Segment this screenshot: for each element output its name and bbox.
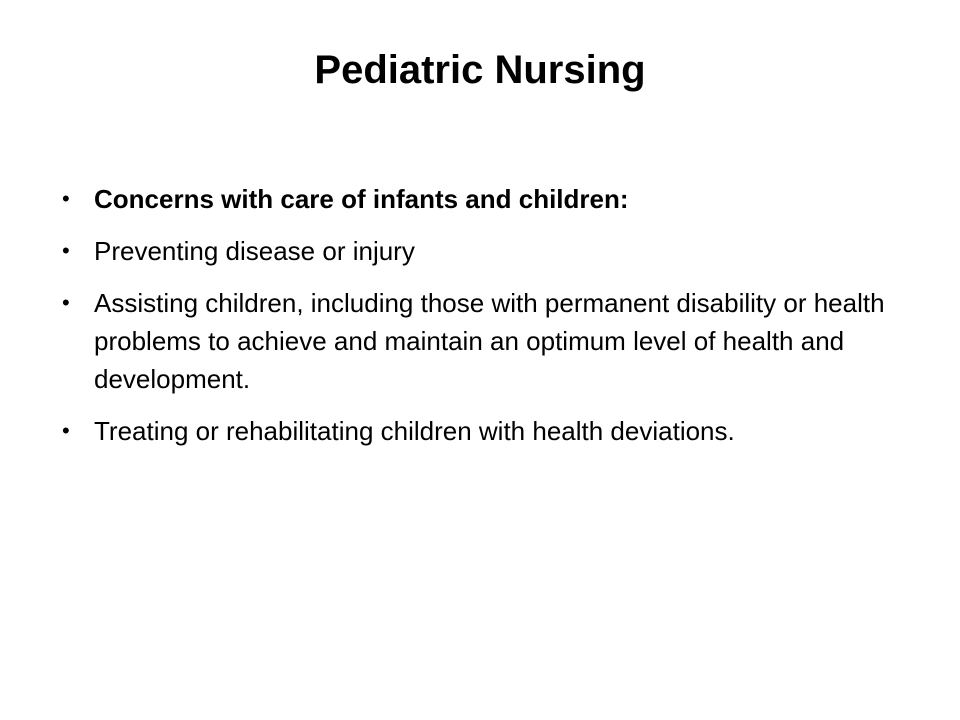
- bullet-item: [60, 284, 900, 398]
- bullet-icon: •: [62, 418, 70, 443]
- bullet-text: Assisting children, including those with permanent disability or health problems to achieve and maintain an optimum level of health and development.: [94, 288, 885, 394]
- bullet-item: [60, 232, 900, 270]
- bullet-item: [60, 412, 900, 450]
- slide-title: Pediatric Nursing: [314, 48, 646, 92]
- bullet-icon: •: [62, 186, 70, 211]
- bullet-item: [60, 180, 900, 218]
- bullet-list: [60, 180, 900, 464]
- bullet-icon: •: [62, 238, 70, 263]
- bullet-icon: •: [62, 290, 70, 315]
- bullet-text: Preventing disease or injury: [94, 236, 415, 266]
- bullet-text: Concerns with care of infants and children:: [94, 184, 629, 214]
- bullet-text: Treating or rehabilitating children with health deviations.: [94, 416, 735, 446]
